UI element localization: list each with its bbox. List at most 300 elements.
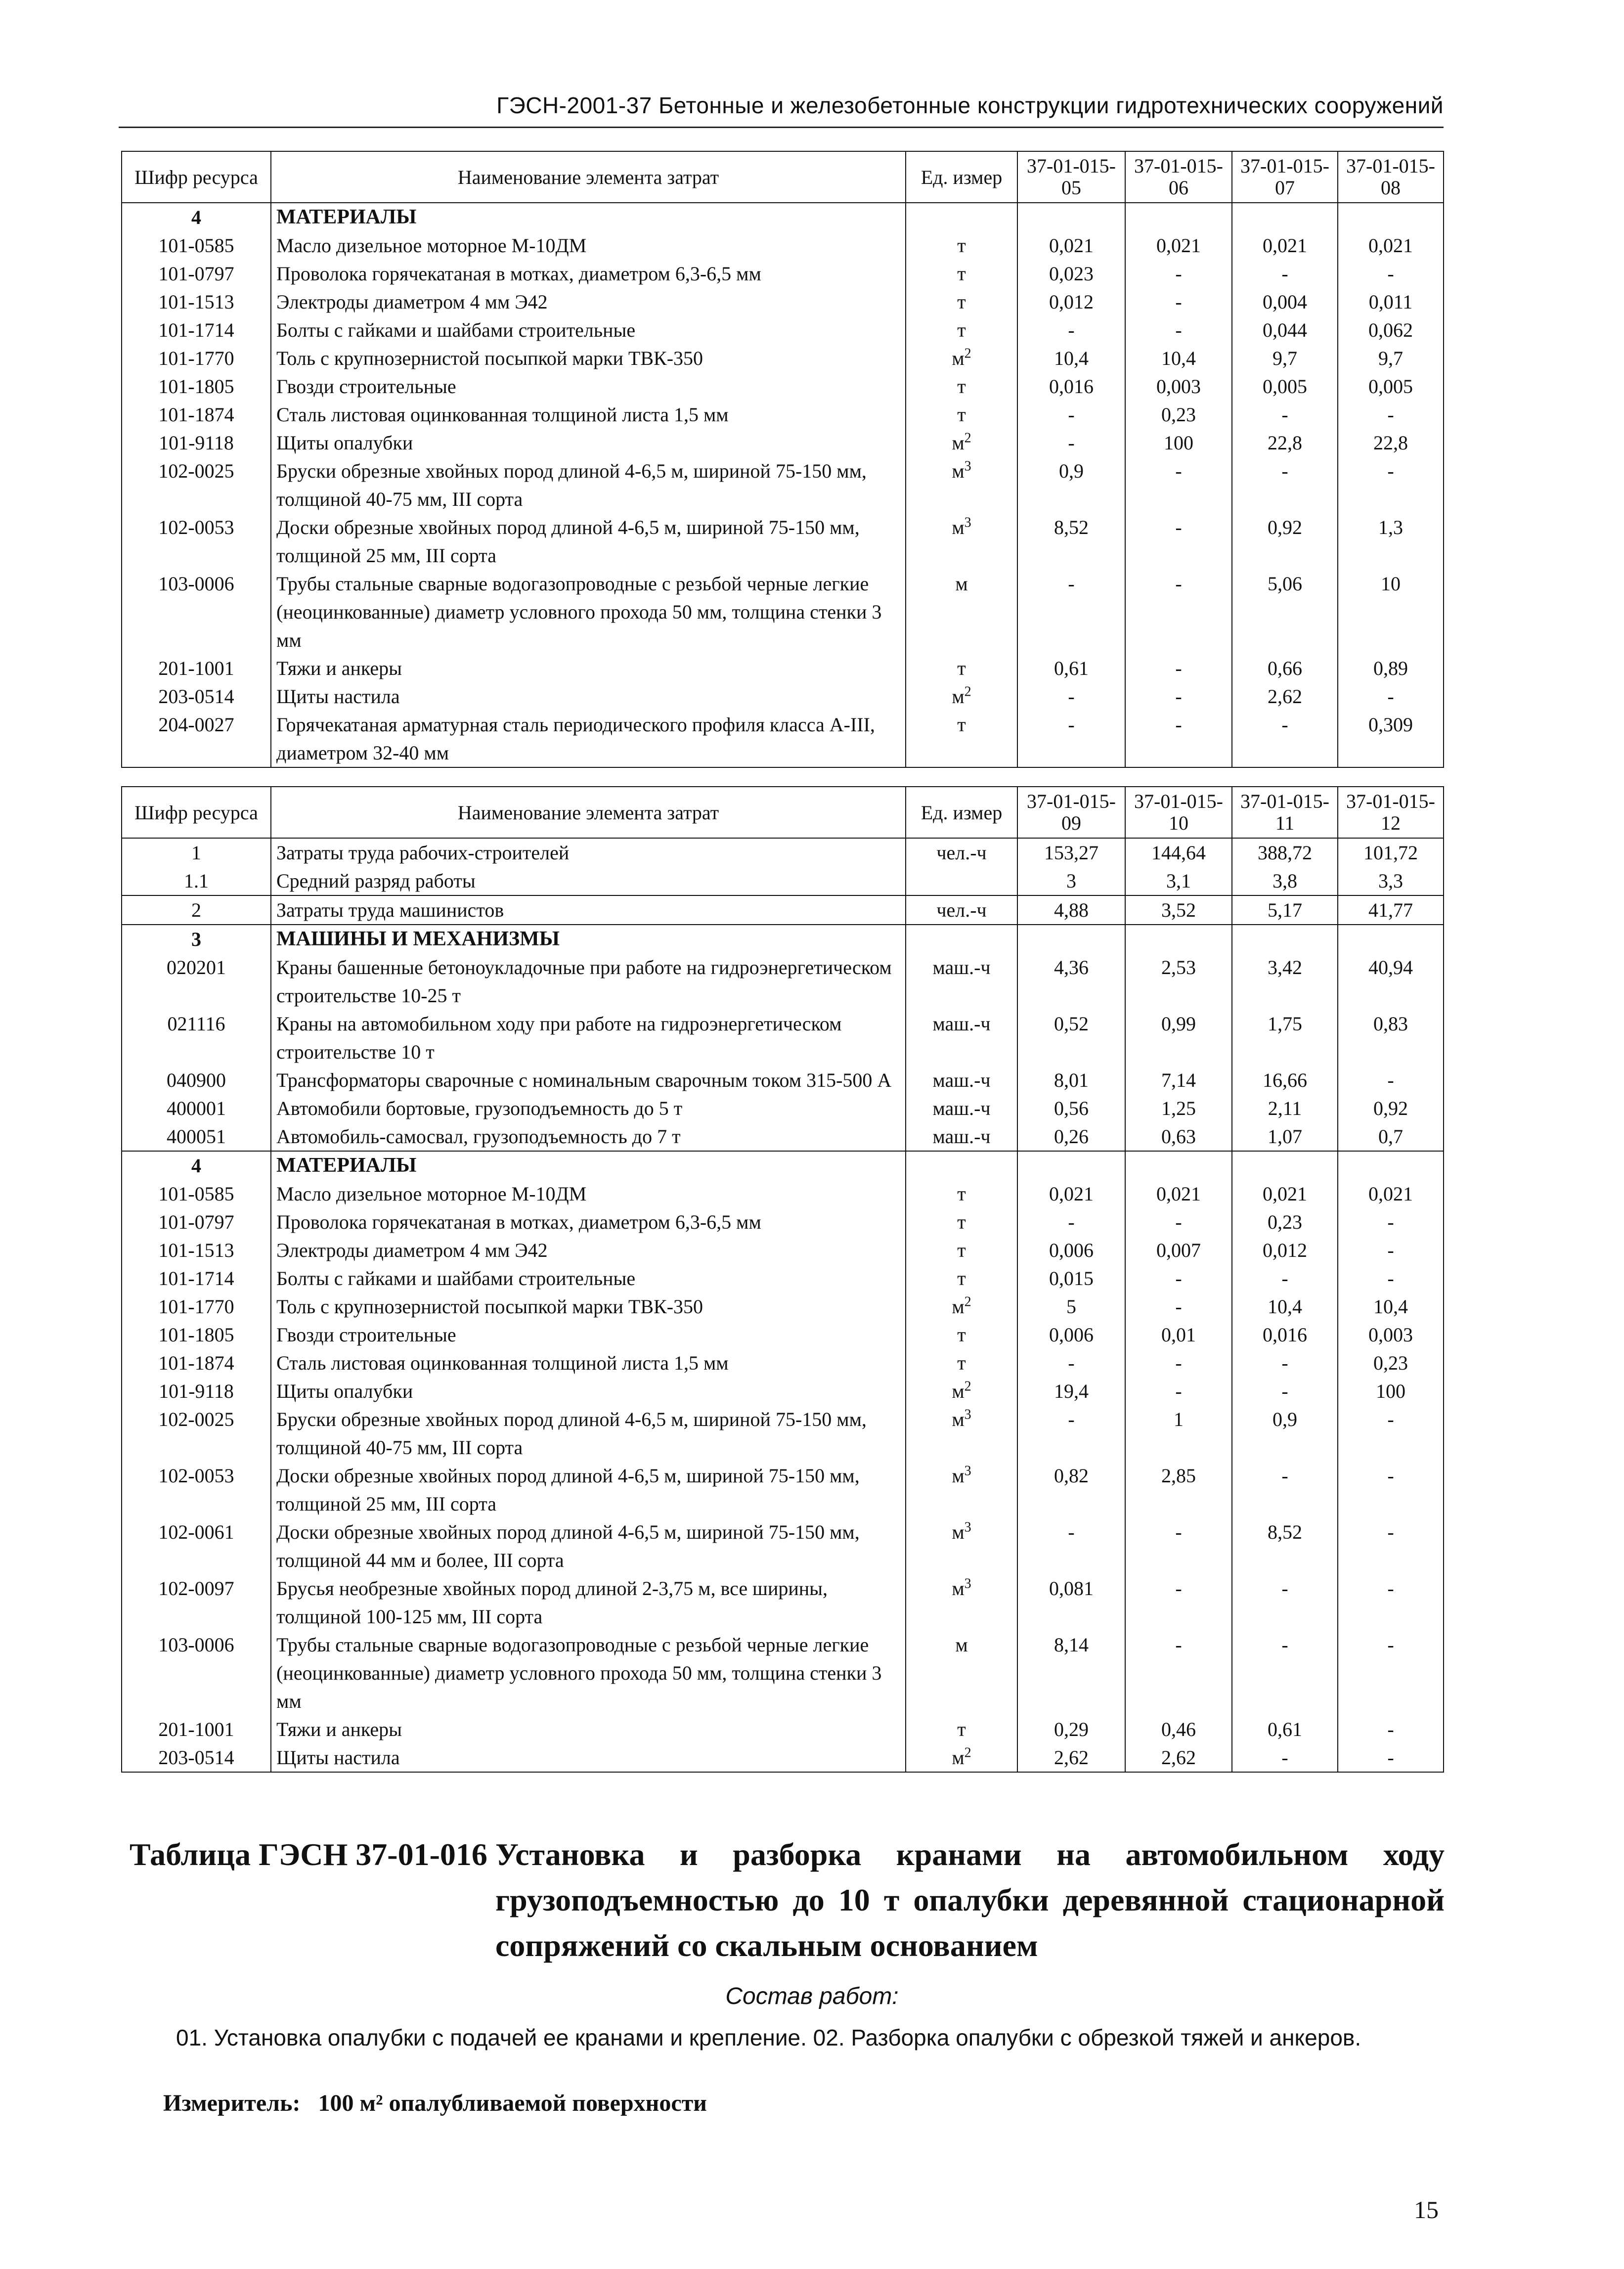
value-cell: - bbox=[1125, 1264, 1232, 1292]
unit bbox=[906, 925, 1017, 953]
value-cell: 0,012 bbox=[1232, 1236, 1338, 1264]
resource-code: 101-1874 bbox=[122, 400, 271, 429]
resource-name: Гвозди строительные bbox=[271, 1321, 906, 1349]
table-header-row bbox=[122, 151, 1444, 203]
value-cell: 8,52 bbox=[1017, 513, 1125, 570]
value-cell: - bbox=[1338, 400, 1444, 429]
resource-code: 102-0025 bbox=[122, 1405, 271, 1462]
table-row bbox=[122, 372, 1444, 400]
value-cell: - bbox=[1232, 1264, 1338, 1292]
unit: т bbox=[906, 711, 1017, 767]
column-header: 37-01-015-09 bbox=[1017, 787, 1125, 838]
value-cell: 0,021 bbox=[1338, 1180, 1444, 1208]
value-cell: 8,52 bbox=[1232, 1518, 1338, 1574]
column-header: Шифр ресурса bbox=[122, 151, 271, 203]
resource-code: 040900 bbox=[122, 1066, 271, 1094]
resource-name: Болты с гайками и шайбами строительные bbox=[271, 1264, 906, 1292]
resource-code: 101-1770 bbox=[122, 1292, 271, 1321]
value-cell: 8,01 bbox=[1017, 1066, 1125, 1094]
value-cell: 3,52 bbox=[1125, 895, 1232, 925]
value-cell: 9,7 bbox=[1338, 344, 1444, 372]
column-header: 37-01-015-07 bbox=[1232, 151, 1338, 203]
resource-name: Толь с крупнозернистой посыпкой марки ТВК-350 bbox=[271, 344, 906, 372]
value-cell: 0,66 bbox=[1232, 654, 1338, 682]
value-cell: - bbox=[1232, 1743, 1338, 1772]
table-row bbox=[122, 1715, 1444, 1743]
value-cell bbox=[1017, 203, 1125, 231]
unit: т bbox=[906, 1715, 1017, 1743]
value-cell bbox=[1125, 925, 1232, 953]
unit: маш.-ч bbox=[906, 1066, 1017, 1094]
value-cell: 10 bbox=[1338, 570, 1444, 654]
value-cell: - bbox=[1232, 260, 1338, 288]
resource-code: 101-1874 bbox=[122, 1349, 271, 1377]
page-number: 15 bbox=[1414, 2196, 1439, 2224]
value-cell: 10,4 bbox=[1017, 344, 1125, 372]
value-cell bbox=[1232, 1151, 1338, 1180]
table-row bbox=[122, 570, 1444, 654]
value-cell bbox=[1017, 925, 1125, 953]
value-cell: - bbox=[1125, 1574, 1232, 1631]
resource-code: 2 bbox=[122, 895, 271, 925]
value-cell: 100 bbox=[1125, 429, 1232, 457]
value-cell: 0,23 bbox=[1338, 1349, 1444, 1377]
value-cell: 0,83 bbox=[1338, 1010, 1444, 1066]
table-row bbox=[122, 231, 1444, 260]
value-cell: 0,016 bbox=[1017, 372, 1125, 400]
table-row bbox=[122, 895, 1444, 925]
value-cell: - bbox=[1017, 316, 1125, 344]
value-cell: 0,29 bbox=[1017, 1715, 1125, 1743]
table-row bbox=[122, 654, 1444, 682]
resource-name: Электроды диаметром 4 мм Э42 bbox=[271, 1236, 906, 1264]
unit: маш.-ч bbox=[906, 1094, 1017, 1122]
value-cell: 0,23 bbox=[1232, 1208, 1338, 1236]
resource-name: Трубы стальные сварные водогазопроводные с резьбой черные легкие (неоцинкованные) диаметр условного прохода 50 мм, толщина стенки 3 мм bbox=[271, 1631, 906, 1715]
resource-code: 102-0025 bbox=[122, 457, 271, 513]
value-cell: 0,7 bbox=[1338, 1122, 1444, 1151]
value-cell: - bbox=[1125, 288, 1232, 316]
value-cell: - bbox=[1232, 400, 1338, 429]
value-cell: 0,9 bbox=[1232, 1405, 1338, 1462]
value-cell: 0,92 bbox=[1338, 1094, 1444, 1122]
unit: т bbox=[906, 1349, 1017, 1377]
value-cell: - bbox=[1017, 429, 1125, 457]
value-cell: - bbox=[1125, 570, 1232, 654]
value-cell: 0,63 bbox=[1125, 1122, 1232, 1151]
value-cell: 0,021 bbox=[1232, 231, 1338, 260]
unit: т bbox=[906, 654, 1017, 682]
value-cell: - bbox=[1125, 1518, 1232, 1574]
value-cell: 7,14 bbox=[1125, 1066, 1232, 1094]
value-cell: 3 bbox=[1017, 867, 1125, 895]
value-cell: 22,8 bbox=[1338, 429, 1444, 457]
value-cell bbox=[1232, 203, 1338, 231]
resource-code: 1 bbox=[122, 838, 271, 867]
resource-code: 203-0514 bbox=[122, 682, 271, 711]
resource-name: Доски обрезные хвойных пород длиной 4-6,5 м, шириной 75-150 мм, толщиной 25 мм, III сорта bbox=[271, 1462, 906, 1518]
resource-name: Затраты труда машинистов bbox=[271, 895, 906, 925]
value-cell: 40,94 bbox=[1338, 953, 1444, 1010]
resource-code: 201-1001 bbox=[122, 654, 271, 682]
measure-label: Измеритель: bbox=[163, 2090, 301, 2116]
resource-name: Тяжи и анкеры bbox=[271, 654, 906, 682]
unit: маш.-ч bbox=[906, 953, 1017, 1010]
unit: м bbox=[906, 570, 1017, 654]
table-title bbox=[130, 1832, 1445, 1968]
table-row bbox=[122, 1574, 1444, 1631]
unit: т bbox=[906, 372, 1017, 400]
value-cell: 2,62 bbox=[1017, 1743, 1125, 1772]
resource-name: Щиты настила bbox=[271, 682, 906, 711]
unit: $м^2$ bbox=[906, 344, 1017, 372]
resource-name: МАТЕРИАЛЫ bbox=[271, 1151, 906, 1180]
measure-text: 100 м² опалубливаемой поверхности bbox=[318, 2090, 707, 2116]
value-cell: - bbox=[1232, 457, 1338, 513]
resource-name: Электроды диаметром 4 мм Э42 bbox=[271, 288, 906, 316]
value-cell: 5,17 bbox=[1232, 895, 1338, 925]
resource-table-1 bbox=[121, 151, 1444, 768]
resource-code: 3 bbox=[122, 925, 271, 953]
resource-name: Гвозди строительные bbox=[271, 372, 906, 400]
value-cell: 0,021 bbox=[1338, 231, 1444, 260]
value-cell: - bbox=[1338, 682, 1444, 711]
value-cell: - bbox=[1232, 711, 1338, 767]
value-cell: 0,021 bbox=[1125, 1180, 1232, 1208]
value-cell bbox=[1125, 1151, 1232, 1180]
value-cell: 5 bbox=[1017, 1292, 1125, 1321]
unit: м bbox=[906, 1631, 1017, 1715]
unit: $м^3$ bbox=[906, 513, 1017, 570]
resource-code: 101-0797 bbox=[122, 1208, 271, 1236]
unit: $м^2$ bbox=[906, 682, 1017, 711]
unit: маш.-ч bbox=[906, 1122, 1017, 1151]
value-cell bbox=[1338, 203, 1444, 231]
resource-code: 101-1513 bbox=[122, 1236, 271, 1264]
value-cell: 0,006 bbox=[1017, 1236, 1125, 1264]
value-cell: 0,021 bbox=[1125, 231, 1232, 260]
table-header-row bbox=[122, 787, 1444, 838]
table-row bbox=[122, 1743, 1444, 1772]
value-cell: 2,85 bbox=[1125, 1462, 1232, 1518]
value-cell: - bbox=[1125, 513, 1232, 570]
value-cell: 144,64 bbox=[1125, 838, 1232, 867]
value-cell: - bbox=[1125, 260, 1232, 288]
unit: т bbox=[906, 1180, 1017, 1208]
value-cell: - bbox=[1338, 1264, 1444, 1292]
value-cell: - bbox=[1017, 1405, 1125, 1462]
column-header: 37-01-015-06 bbox=[1125, 151, 1232, 203]
value-cell: - bbox=[1017, 1208, 1125, 1236]
resource-name: Доски обрезные хвойных пород длиной 4-6,5 м, шириной 75-150 мм, толщиной 25 мм, III сорта bbox=[271, 513, 906, 570]
value-cell: - bbox=[1338, 1208, 1444, 1236]
value-cell: - bbox=[1338, 1518, 1444, 1574]
table-row bbox=[122, 682, 1444, 711]
unit: $м^3$ bbox=[906, 457, 1017, 513]
value-cell: - bbox=[1125, 1292, 1232, 1321]
value-cell bbox=[1125, 203, 1232, 231]
value-cell: 0,26 bbox=[1017, 1122, 1125, 1151]
resource-code: 101-1805 bbox=[122, 1321, 271, 1349]
resource-code: 102-0097 bbox=[122, 1574, 271, 1631]
value-cell: - bbox=[1125, 1631, 1232, 1715]
value-cell: 41,77 bbox=[1338, 895, 1444, 925]
resource-name: Краны башенные бетоноукладочные при работе на гидроэнергетическом строительстве 10-25 т bbox=[271, 953, 906, 1010]
unit: т bbox=[906, 1208, 1017, 1236]
value-cell: 0,015 bbox=[1017, 1264, 1125, 1292]
value-cell: 0,61 bbox=[1232, 1715, 1338, 1743]
value-cell: 0,011 bbox=[1338, 288, 1444, 316]
value-cell: - bbox=[1338, 1462, 1444, 1518]
header-rule bbox=[119, 127, 1444, 128]
value-cell: 3,1 bbox=[1125, 867, 1232, 895]
resource-code: 101-1513 bbox=[122, 288, 271, 316]
resource-name: Бруски обрезные хвойных пород длиной 4-6,5 м, шириной 75-150 мм, толщиной 40-75 мм, III сорта bbox=[271, 1405, 906, 1462]
value-cell: - bbox=[1232, 1574, 1338, 1631]
table-row bbox=[122, 316, 1444, 344]
table-row bbox=[122, 1405, 1444, 1462]
table-body bbox=[122, 203, 1444, 767]
value-cell: 1 bbox=[1125, 1405, 1232, 1462]
table-row bbox=[122, 953, 1444, 1010]
value-cell bbox=[1338, 925, 1444, 953]
table-row bbox=[122, 1292, 1444, 1321]
resource-code: 102-0061 bbox=[122, 1518, 271, 1574]
resource-name: МАШИНЫ И МЕХАНИЗМЫ bbox=[271, 925, 906, 953]
resource-name: Горячекатаная арматурная сталь периодического профиля класса А-III, диаметром 32-40 мм bbox=[271, 711, 906, 767]
value-cell: 0,99 bbox=[1125, 1010, 1232, 1066]
table-row bbox=[122, 1349, 1444, 1377]
table-row bbox=[122, 838, 1444, 867]
column-header: 37-01-015-08 bbox=[1338, 151, 1444, 203]
value-cell: 5,06 bbox=[1232, 570, 1338, 654]
value-cell: 16,66 bbox=[1232, 1066, 1338, 1094]
value-cell: 0,012 bbox=[1017, 288, 1125, 316]
table-row bbox=[122, 288, 1444, 316]
unit: $м^3$ bbox=[906, 1518, 1017, 1574]
resource-name: Тяжи и анкеры bbox=[271, 1715, 906, 1743]
table-row bbox=[122, 1264, 1444, 1292]
unit: т bbox=[906, 400, 1017, 429]
table-row bbox=[122, 1462, 1444, 1518]
value-cell: 0,46 bbox=[1125, 1715, 1232, 1743]
resource-code: 101-9118 bbox=[122, 429, 271, 457]
value-cell: 0,61 bbox=[1017, 654, 1125, 682]
work-composition-text: 01. Установка опалубки с подачей ее кранами и крепление. 02. Разборка опалубки с обрезкой тяжей и анкеров. bbox=[176, 2025, 1361, 2050]
value-cell: 0,016 bbox=[1232, 1321, 1338, 1349]
value-cell: - bbox=[1338, 1715, 1444, 1743]
table-row bbox=[122, 260, 1444, 288]
resource-name: Трубы стальные сварные водогазопроводные с резьбой черные легкие (неоцинкованные) диаметр условного прохода 50 мм, толщина стенки 3 мм bbox=[271, 570, 906, 654]
unit: $м^3$ bbox=[906, 1405, 1017, 1462]
value-cell bbox=[1338, 1151, 1444, 1180]
value-cell: 4,36 bbox=[1017, 953, 1125, 1010]
value-cell: 0,89 bbox=[1338, 654, 1444, 682]
table-row bbox=[122, 867, 1444, 895]
resource-name: Средний разряд работы bbox=[271, 867, 906, 895]
value-cell: 101,72 bbox=[1338, 838, 1444, 867]
table-row bbox=[122, 400, 1444, 429]
resource-name: Автомобиль-самосвал, грузоподъемность до 7 т bbox=[271, 1122, 906, 1151]
unit: $м^3$ bbox=[906, 1462, 1017, 1518]
value-cell: 1,3 bbox=[1338, 513, 1444, 570]
value-cell: - bbox=[1125, 711, 1232, 767]
resource-name: Брусья необрезные хвойных пород длиной 2-3,75 м, все ширины, толщиной 100-125 мм, III сорта bbox=[271, 1574, 906, 1631]
value-cell: 10,4 bbox=[1125, 344, 1232, 372]
resource-code: 4 bbox=[122, 1151, 271, 1180]
resource-name: Краны на автомобильном ходу при работе на гидроэнергетическом строительстве 10 т bbox=[271, 1010, 906, 1066]
table-row bbox=[122, 1321, 1444, 1349]
value-cell: 0,044 bbox=[1232, 316, 1338, 344]
value-cell: - bbox=[1017, 1349, 1125, 1377]
unit: т bbox=[906, 1321, 1017, 1349]
unit bbox=[906, 867, 1017, 895]
table-row bbox=[122, 1518, 1444, 1574]
resource-code: 4 bbox=[122, 203, 271, 231]
value-cell: 0,062 bbox=[1338, 316, 1444, 344]
unit bbox=[906, 1151, 1017, 1180]
value-cell: - bbox=[1017, 400, 1125, 429]
unit: т bbox=[906, 1264, 1017, 1292]
resource-name: Доски обрезные хвойных пород длиной 4-6,5 м, шириной 75-150 мм, толщиной 44 мм и более, III сорта bbox=[271, 1518, 906, 1574]
resource-name: Сталь листовая оцинкованная толщиной листа 1,5 мм bbox=[271, 400, 906, 429]
resource-code: 400001 bbox=[122, 1094, 271, 1122]
resource-name: Масло дизельное моторное М-10ДМ bbox=[271, 231, 906, 260]
column-header: Ед. измер bbox=[906, 151, 1017, 203]
value-cell: 0,004 bbox=[1232, 288, 1338, 316]
value-cell: 0,021 bbox=[1232, 1180, 1338, 1208]
value-cell: 0,007 bbox=[1125, 1236, 1232, 1264]
column-header: 37-01-015-12 bbox=[1338, 787, 1444, 838]
value-cell: 0,005 bbox=[1232, 372, 1338, 400]
resource-code: 020201 bbox=[122, 953, 271, 1010]
value-cell: 0,52 bbox=[1017, 1010, 1125, 1066]
value-cell: - bbox=[1017, 711, 1125, 767]
resource-name: Трансформаторы сварочные с номинальным сварочным током 315-500 А bbox=[271, 1066, 906, 1094]
resource-code: 201-1001 bbox=[122, 1715, 271, 1743]
table-row bbox=[122, 1180, 1444, 1208]
value-cell: 0,081 bbox=[1017, 1574, 1125, 1631]
value-cell: 0,92 bbox=[1232, 513, 1338, 570]
table-row bbox=[122, 457, 1444, 513]
resource-code: 203-0514 bbox=[122, 1743, 271, 1772]
table-title-text: Установка и разборка кранами на автомобильном ходу грузоподъемностью до 10 т опалубки деревянной стационарной сопряжений со скальным основанием bbox=[495, 1837, 1445, 1963]
table-body bbox=[122, 838, 1444, 1772]
unit: $м^2$ bbox=[906, 429, 1017, 457]
section-row bbox=[122, 203, 1444, 231]
unit: чел.-ч bbox=[906, 838, 1017, 867]
value-cell: - bbox=[1338, 1405, 1444, 1462]
value-cell: 2,11 bbox=[1232, 1094, 1338, 1122]
value-cell bbox=[1232, 925, 1338, 953]
value-cell: 0,023 bbox=[1017, 260, 1125, 288]
table-row bbox=[122, 1066, 1444, 1094]
table-row bbox=[122, 344, 1444, 372]
value-cell: 19,4 bbox=[1017, 1377, 1125, 1405]
resource-name: МАТЕРИАЛЫ bbox=[271, 203, 906, 231]
resource-name: Болты с гайками и шайбами строительные bbox=[271, 316, 906, 344]
table-row bbox=[122, 513, 1444, 570]
value-cell: 2,53 bbox=[1125, 953, 1232, 1010]
value-cell: - bbox=[1232, 1631, 1338, 1715]
value-cell: 8,14 bbox=[1017, 1631, 1125, 1715]
value-cell: 0,021 bbox=[1017, 231, 1125, 260]
column-header: 37-01-015-11 bbox=[1232, 787, 1338, 838]
unit: чел.-ч bbox=[906, 895, 1017, 925]
measure-line bbox=[163, 2090, 707, 2117]
value-cell: 0,01 bbox=[1125, 1321, 1232, 1349]
resource-name: Автомобили бортовые, грузоподъемность до 5 т bbox=[271, 1094, 906, 1122]
value-cell: - bbox=[1125, 457, 1232, 513]
value-cell: - bbox=[1017, 570, 1125, 654]
resource-code: 204-0027 bbox=[122, 711, 271, 767]
value-cell: 0,309 bbox=[1338, 711, 1444, 767]
resource-name: Щиты опалубки bbox=[271, 1377, 906, 1405]
value-cell: 3,8 bbox=[1232, 867, 1338, 895]
column-header: 37-01-015-05 bbox=[1017, 151, 1125, 203]
resource-code: 101-0585 bbox=[122, 1180, 271, 1208]
value-cell: 100 bbox=[1338, 1377, 1444, 1405]
running-header: ГЭСН-2001-37 Бетонные и железобетонные конструкции гидротехнических сооружений bbox=[496, 92, 1444, 118]
value-cell: 0,56 bbox=[1017, 1094, 1125, 1122]
table-row bbox=[122, 1208, 1444, 1236]
value-cell: - bbox=[1125, 1377, 1232, 1405]
value-cell: 4,88 bbox=[1017, 895, 1125, 925]
value-cell: 0,23 bbox=[1125, 400, 1232, 429]
unit: $м^2$ bbox=[906, 1292, 1017, 1321]
unit: т bbox=[906, 260, 1017, 288]
resource-name: Сталь листовая оцинкованная толщиной листа 1,5 мм bbox=[271, 1349, 906, 1377]
value-cell: - bbox=[1338, 1631, 1444, 1715]
value-cell: - bbox=[1232, 1462, 1338, 1518]
unit bbox=[906, 203, 1017, 231]
resource-table-2 bbox=[121, 786, 1444, 1773]
table-row bbox=[122, 1122, 1444, 1151]
unit: $м^2$ bbox=[906, 1743, 1017, 1772]
value-cell: - bbox=[1125, 654, 1232, 682]
resource-name: Бруски обрезные хвойных пород длиной 4-6,5 м, шириной 75-150 мм, толщиной 40-75 мм, III сорта bbox=[271, 457, 906, 513]
table-row bbox=[122, 1010, 1444, 1066]
value-cell: 3,3 bbox=[1338, 867, 1444, 895]
unit: т bbox=[906, 231, 1017, 260]
section-row bbox=[122, 1151, 1444, 1180]
resource-name: Масло дизельное моторное М-10ДМ bbox=[271, 1180, 906, 1208]
value-cell: 22,8 bbox=[1232, 429, 1338, 457]
value-cell: - bbox=[1338, 1574, 1444, 1631]
value-cell: - bbox=[1017, 682, 1125, 711]
table-row bbox=[122, 1377, 1444, 1405]
unit: т bbox=[906, 1236, 1017, 1264]
resource-name: Проволока горячекатаная в мотках, диаметром 6,3-6,5 мм bbox=[271, 260, 906, 288]
resource-code: 103-0006 bbox=[122, 1631, 271, 1715]
value-cell: 3,42 bbox=[1232, 953, 1338, 1010]
value-cell: 10,4 bbox=[1232, 1292, 1338, 1321]
value-cell: 0,82 bbox=[1017, 1462, 1125, 1518]
column-header: Шифр ресурса bbox=[122, 787, 271, 838]
resource-code: 101-9118 bbox=[122, 1377, 271, 1405]
value-cell: - bbox=[1338, 1236, 1444, 1264]
value-cell: 0,9 bbox=[1017, 457, 1125, 513]
value-cell: 388,72 bbox=[1232, 838, 1338, 867]
table-row bbox=[122, 1631, 1444, 1715]
value-cell: - bbox=[1232, 1377, 1338, 1405]
value-cell: - bbox=[1125, 682, 1232, 711]
resource-name: Проволока горячекатаная в мотках, диаметром 6,3-6,5 мм bbox=[271, 1208, 906, 1236]
value-cell: - bbox=[1338, 1743, 1444, 1772]
value-cell: 1,25 bbox=[1125, 1094, 1232, 1122]
value-cell: - bbox=[1017, 1518, 1125, 1574]
value-cell bbox=[1017, 1151, 1125, 1180]
